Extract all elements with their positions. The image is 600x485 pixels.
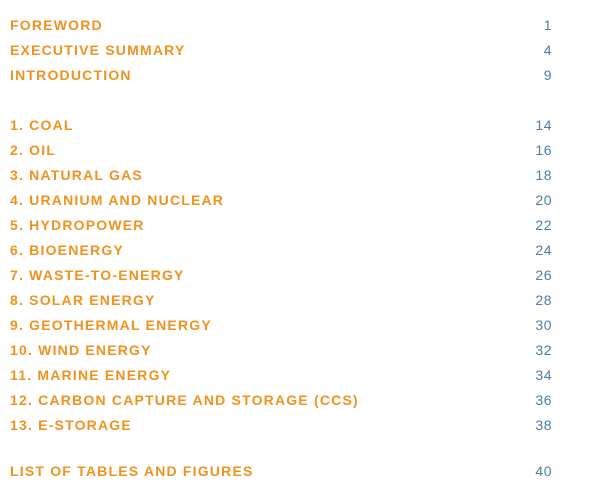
toc-entry-page-number: 4	[543, 41, 552, 58]
toc-entry-page-number: 26	[535, 266, 552, 283]
toc-entry-page-number: 36	[535, 391, 552, 408]
toc-entry-label: 6. BIOENERGY	[10, 241, 124, 258]
toc-section-front-matter	[10, 12, 552, 87]
toc-entry[interactable]	[10, 458, 552, 483]
toc-entry[interactable]	[10, 412, 552, 437]
toc-entry-page-number: 34	[535, 366, 552, 383]
toc-entry-label: EXECUTIVE SUMMARY	[10, 41, 186, 58]
toc-entry[interactable]	[10, 237, 552, 262]
toc-entry[interactable]	[10, 137, 552, 162]
toc-entry[interactable]	[10, 62, 552, 87]
toc-entry-page-number: 20	[535, 191, 552, 208]
toc-entry-label: 7. WASTE-TO-ENERGY	[10, 266, 185, 283]
toc-entry[interactable]	[10, 337, 552, 362]
toc-entry-page-number: 30	[535, 316, 552, 333]
toc-entry[interactable]	[10, 162, 552, 187]
toc-entry-page-number: 24	[535, 241, 552, 258]
toc-entry-page-number: 14	[535, 116, 552, 133]
toc-entry[interactable]	[10, 187, 552, 212]
toc-entry-page-number: 38	[535, 416, 552, 433]
toc-section-chapters	[10, 112, 552, 437]
toc-section-back-matter	[10, 458, 552, 483]
toc-entry-page-number: 16	[535, 141, 552, 158]
toc-entry-page-number: 32	[535, 341, 552, 358]
toc-entry-label: 13. E-STORAGE	[10, 416, 132, 433]
toc-entry[interactable]	[10, 387, 552, 412]
toc-entry-page-number: 40	[535, 462, 552, 479]
toc-entry-label: 5. HYDROPOWER	[10, 216, 145, 233]
toc-entry-label: 4. URANIUM AND NUCLEAR	[10, 191, 225, 208]
toc-entry-label: 10. WIND ENERGY	[10, 341, 152, 358]
toc-entry-page-number: 1	[543, 16, 552, 33]
toc-entry[interactable]	[10, 212, 552, 237]
toc-entry-page-number: 28	[535, 291, 552, 308]
toc-entry-label: 12. CARBON CAPTURE AND STORAGE (CCS)	[10, 391, 359, 408]
toc-entry-label: 11. MARINE ENERGY	[10, 366, 172, 383]
toc-entry[interactable]	[10, 262, 552, 287]
toc-entry-label: 8. SOLAR ENERGY	[10, 291, 156, 308]
toc-entry-label: FOREWORD	[10, 16, 103, 33]
toc-entry-page-number: 22	[535, 216, 552, 233]
toc-entry[interactable]	[10, 312, 552, 337]
toc-entry-label: 2. OIL	[10, 141, 57, 158]
toc-entry-label: 1. COAL	[10, 116, 74, 133]
toc-entry-label: 9. GEOTHERMAL ENERGY	[10, 316, 212, 333]
toc-entry-page-number: 18	[535, 166, 552, 183]
toc-entry[interactable]	[10, 12, 552, 37]
toc-entry[interactable]	[10, 362, 552, 387]
toc-entry-label: LIST OF TABLES AND FIGURES	[10, 462, 254, 479]
toc-entry-label: 3. NATURAL GAS	[10, 166, 143, 183]
toc-entry[interactable]	[10, 112, 552, 137]
toc-entry[interactable]	[10, 37, 552, 62]
toc-entry-label: INTRODUCTION	[10, 66, 132, 83]
toc-entry[interactable]	[10, 287, 552, 312]
toc-entry-page-number: 9	[543, 66, 552, 83]
